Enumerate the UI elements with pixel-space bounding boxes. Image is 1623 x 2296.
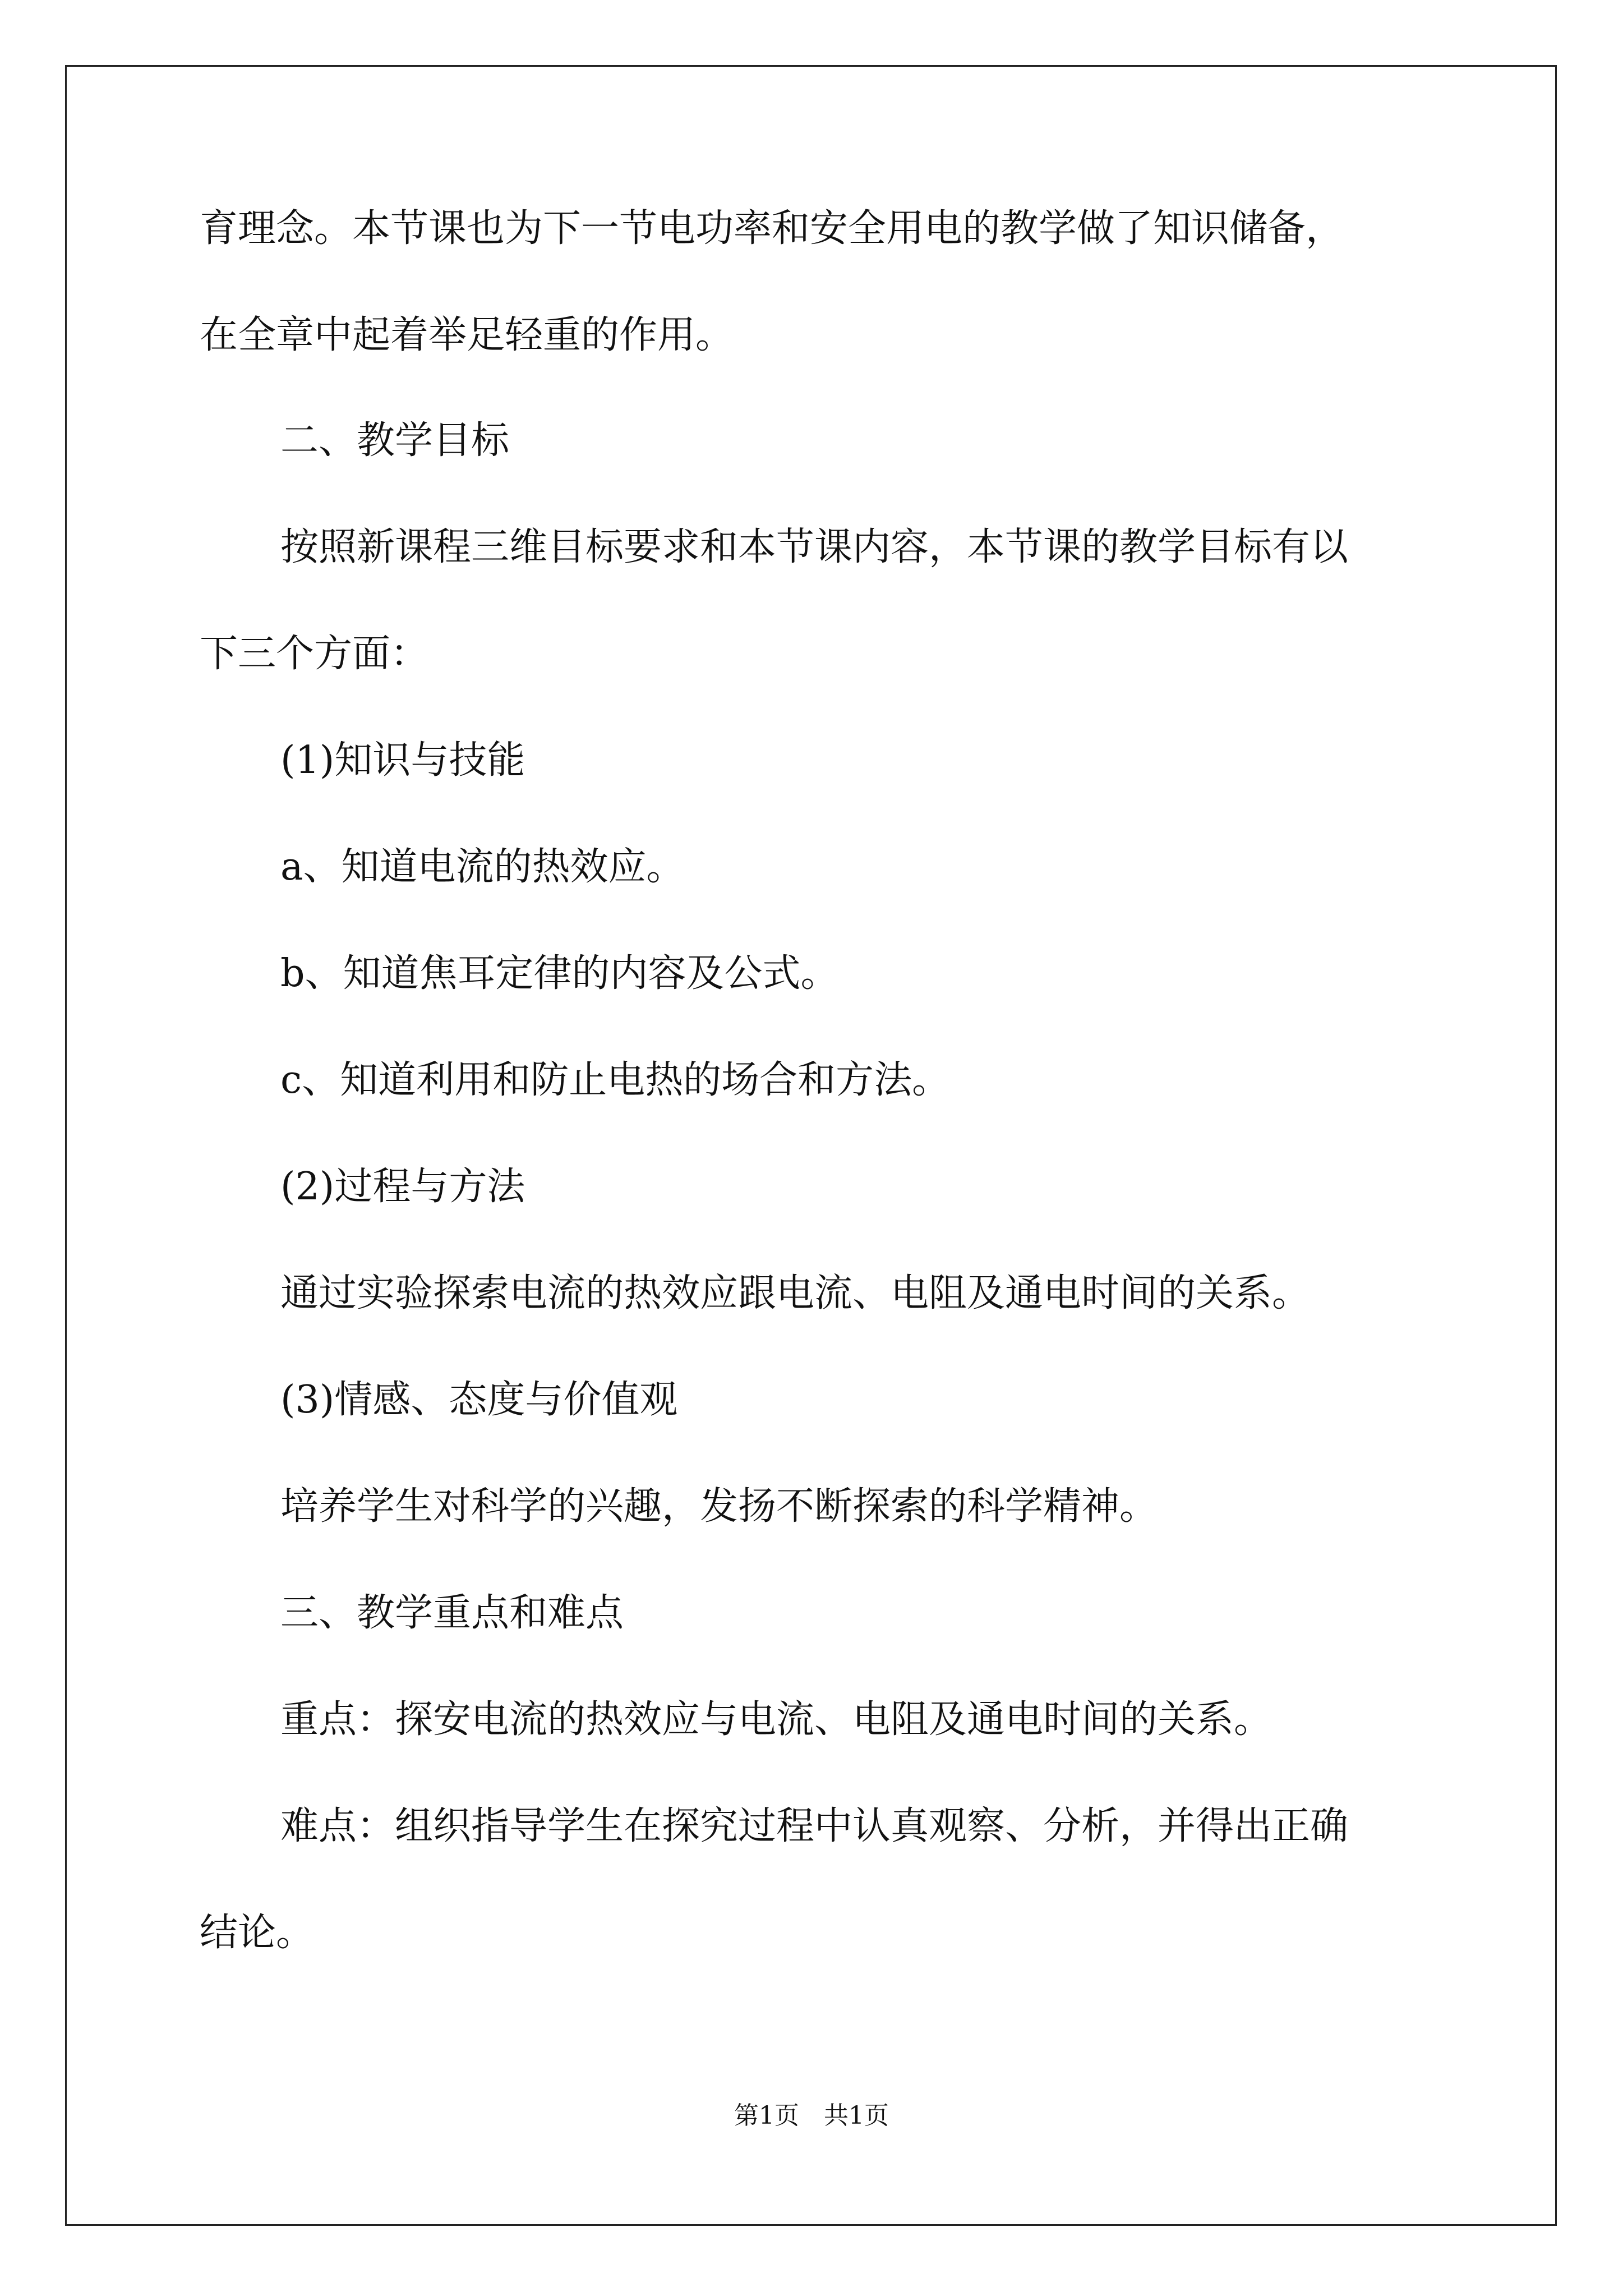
page-number: 第1页 bbox=[734, 2101, 799, 2130]
paragraph-line: 结论。 bbox=[200, 1911, 315, 1955]
paragraph-line: 通过实验探索电流的热效应跟电流、电阻及通电时间的关系。 bbox=[280, 1271, 1311, 1315]
list-item: b、知道焦耳定律的内容及公式。 bbox=[280, 951, 839, 996]
subsection-heading: (3)情感、态度与价值观 bbox=[280, 1378, 678, 1422]
page-total: 共1页 bbox=[824, 2101, 889, 2130]
paragraph-line: 按照新课程三维目标要求和本节课内容，本节课的教学目标有以 bbox=[280, 525, 1349, 569]
section-heading: 二、教学目标 bbox=[280, 418, 510, 463]
page-footer bbox=[0, 2099, 1623, 2133]
paragraph-line: 在全章中起着举足轻重的作用。 bbox=[200, 313, 734, 357]
subsection-heading: (2)过程与方法 bbox=[280, 1165, 525, 1209]
paragraph-line: 培养学生对科学的兴趣，发扬不断探索的科学精神。 bbox=[280, 1484, 1158, 1529]
section-heading: 三、教学重点和难点 bbox=[280, 1591, 624, 1635]
paragraph-line: 下三个方面： bbox=[200, 632, 429, 676]
subsection-heading: (1)知识与技能 bbox=[280, 738, 525, 783]
page-frame bbox=[65, 65, 1557, 2226]
paragraph-line: 重点：探安电流的热效应与电流、电阻及通电时间的关系。 bbox=[280, 1697, 1272, 1742]
list-item: c、知道利用和防止电热的场合和方法。 bbox=[280, 1058, 951, 1102]
paragraph-line: 难点：组织指导学生在探究过程中认真观察、分析，并得出正确 bbox=[280, 1804, 1349, 1848]
paragraph-line: 育理念。本节课也为下一节电功率和安全用电的教学做了知识储备， bbox=[200, 206, 1344, 251]
list-item: a、知道电流的热效应。 bbox=[280, 845, 685, 889]
